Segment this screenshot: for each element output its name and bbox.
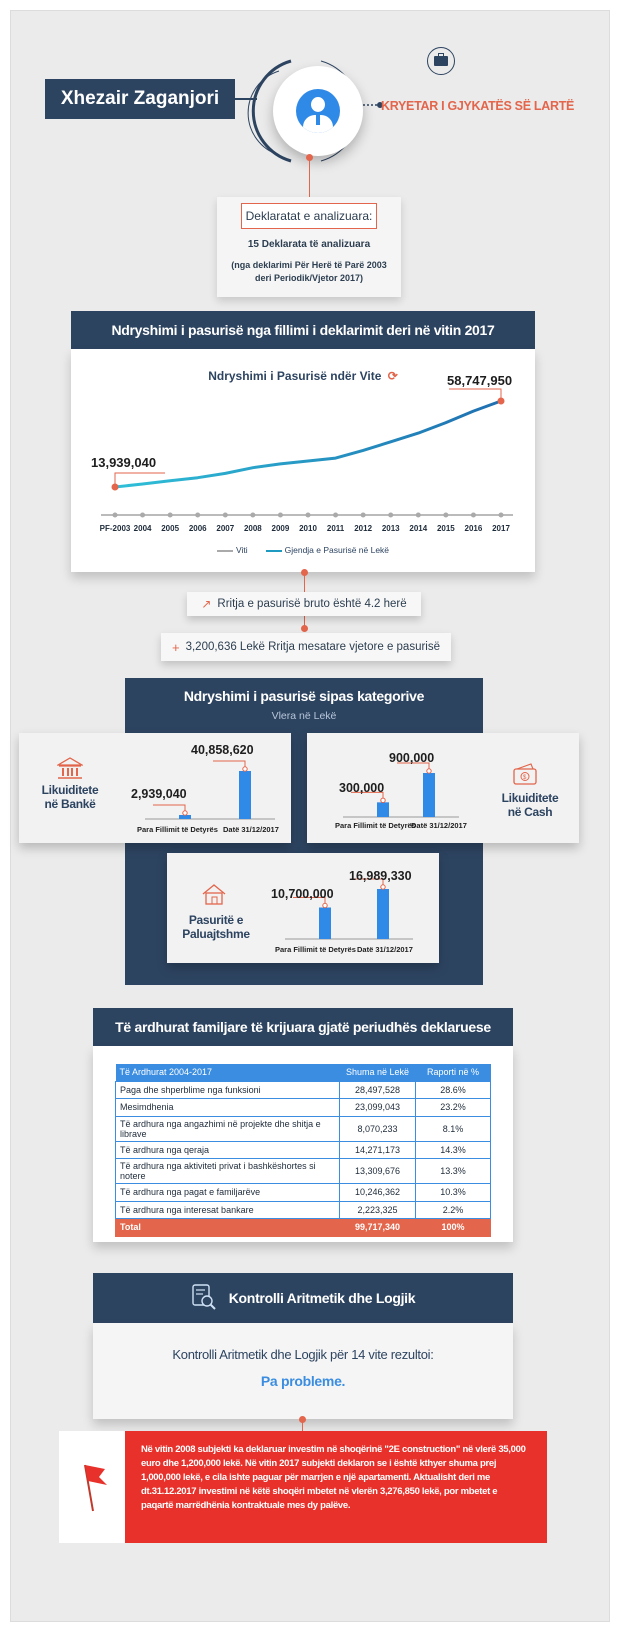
end-point: [498, 398, 505, 405]
bank-after-value: 40,858,620: [191, 743, 254, 757]
income-category: Të ardhura nga pagat e familjarëve: [116, 1184, 340, 1202]
year-tick: [278, 513, 283, 518]
total-ratio: 100%: [416, 1219, 491, 1237]
income-amount: 28,497,528: [340, 1081, 416, 1099]
table-row: [116, 1116, 491, 1141]
income-ratio: 23.2%: [416, 1099, 491, 1117]
declarations-range: (nga deklarimi Për Herë të Parë 2003 deri Periodik/Vjetor 2017): [231, 260, 387, 283]
cash-after-marker: [427, 769, 431, 773]
cash-card: [307, 733, 579, 843]
wealth-series-line: [115, 401, 501, 487]
income-card: [93, 1046, 513, 1242]
control-title: Kontrolli Aritmetik dhe Logjik: [228, 1290, 416, 1306]
cash-after-label: Datë 31/12/2017: [411, 821, 467, 830]
cash-icon: [513, 763, 539, 792]
income-category: Të ardhura nga angazhimi në projekte dhe shitja e librave: [116, 1116, 340, 1141]
table-row: [116, 1081, 491, 1099]
year-tick: [140, 513, 145, 518]
cash-label: Likuiditete në Cash: [501, 791, 559, 819]
categories-title: Ndryshimi i pasurisë sipas kategorive: [183, 688, 425, 704]
income-category: Paga dhe shperblime nga funksioni: [116, 1081, 340, 1099]
bank-before-label: Para Fillimit të Detyrës: [137, 825, 218, 834]
income-table: [115, 1064, 491, 1237]
cash-before-value: 300,000: [339, 781, 385, 795]
income-ratio: 2.2%: [416, 1201, 491, 1219]
control-text: Kontrolli Aritmetik dhe Logjik për 14 vite rezultoi:: [172, 1347, 434, 1362]
cash-after-bar: [423, 773, 435, 817]
chart-legend: [71, 545, 535, 555]
control-card: [93, 1323, 513, 1419]
year-label: 2011: [326, 524, 345, 533]
year-tick: [471, 513, 476, 518]
year-label: 2016: [464, 524, 483, 533]
income-amount: 23,099,043: [340, 1099, 416, 1117]
income-header-row: [116, 1064, 491, 1081]
person-role: KRYETAR I GJYKATËS SË LARTË: [381, 99, 575, 113]
year-label: PF-2003: [99, 524, 131, 533]
start-point: [112, 484, 119, 491]
bank-before-value: 2,939,040: [131, 787, 187, 801]
avatar: [273, 66, 363, 156]
legend-wealth: Gjendja e Pasurisë në Lekë: [266, 545, 389, 555]
refresh-icon: ⟳: [387, 369, 398, 383]
year-label: 2008: [243, 524, 262, 533]
year-tick: [113, 513, 118, 518]
year-tick: [443, 513, 448, 518]
income-amount: 14,271,173: [340, 1141, 416, 1159]
table-row: [116, 1099, 491, 1117]
table-row: [116, 1141, 491, 1159]
income-amount: 10,246,362: [340, 1184, 416, 1202]
year-label: 2013: [381, 524, 400, 533]
property-before-label: Para Fillimit të Detyrës: [275, 945, 356, 954]
year-label: 2006: [188, 524, 207, 533]
infographic-frame: [10, 10, 610, 1622]
income-amount: 8,070,233: [340, 1116, 416, 1141]
bank-before-marker: [183, 811, 187, 815]
year-tick: [416, 513, 421, 518]
property-label: Pasuritë e Paluajtshme: [182, 913, 250, 941]
table-row: [116, 1159, 491, 1184]
declarations-title: Deklaratat e analizuara:: [241, 203, 377, 229]
plus-icon: +: [171, 639, 180, 655]
bank-before-leader: [153, 805, 185, 813]
bank-label: Likuiditete në Bankë: [41, 783, 99, 811]
bank-after-marker: [243, 767, 247, 771]
cash-after-value: 900,000: [389, 751, 435, 765]
user-icon: [296, 89, 340, 133]
col-header-income: Të Ardhurat 2004-2017: [116, 1064, 340, 1081]
declarations-count: 15 Deklarata të analizuara: [247, 239, 371, 250]
legend-year: Viti: [217, 545, 248, 555]
person-name: Xhezair Zaganjori: [45, 79, 235, 119]
year-label: 2012: [354, 524, 373, 533]
income-category: Të ardhura nga aktiviteti privat i bashkëshortes si notere: [116, 1159, 340, 1184]
year-label: 2014: [409, 524, 428, 533]
income-title: Të ardhurat familjare të krijuara gjatë periudhës deklaruese: [93, 1008, 513, 1046]
chart-end-label: 58,747,950: [447, 373, 513, 388]
income-ratio: 14.3%: [416, 1141, 491, 1159]
income-ratio: 8.1%: [416, 1116, 491, 1141]
year-label: 2005: [161, 524, 180, 533]
growth-ratio: ↗ Rritja e pasurisë bruto është 4.2 herë: [187, 592, 421, 616]
chart-start-label: 13,939,040: [91, 455, 157, 470]
cash-before-marker: [381, 798, 385, 802]
year-label: 2009: [271, 524, 290, 533]
cash-before-label: Para Fillimit të Detyrës: [335, 821, 416, 830]
income-category: Të ardhura nga qeraja: [116, 1141, 340, 1159]
svg-text:$: $: [523, 775, 527, 781]
year-tick: [333, 513, 338, 518]
year-label: 2010: [299, 524, 317, 533]
income-ratio: 28.6%: [416, 1081, 491, 1099]
note-text: Në vitin 2008 subjekti ka deklaruar investim në shoqërinë "2E construction" në vlerë 35,000 euro dhe 1,200,000 lekë. Në vitin 2017 subjekti deklaron se i është kthyer shuma prej 1,000,000 lekë, e cila ishte paguar për marrjen e një apartamenti. Aktualisht deri me dt.31.12.2017 investimi në këtë shoqëri mbetet në vlerën 3,276,850 lekë, por mbetet e paqartë marrëdhënia kontraktuale mes dy palëve.: [125, 1431, 547, 1543]
trend-up-icon: ↗: [201, 597, 212, 611]
property-card: [167, 853, 439, 963]
bank-after-leader: [213, 761, 245, 769]
property-after-value: 16,989,330: [349, 869, 412, 883]
end-leader: [449, 389, 501, 401]
bank-after-bar: [239, 771, 251, 819]
note-box: [59, 1431, 547, 1543]
table-row: [116, 1184, 491, 1202]
year-tick: [388, 513, 393, 518]
col-header-ratio: Raporti në %: [416, 1064, 491, 1081]
income-category: Mesimdhenia: [116, 1099, 340, 1117]
income-ratio: 10.3%: [416, 1184, 491, 1202]
year-tick: [195, 513, 200, 518]
chart-title: Ndryshimi i Pasurisë ndër Vite: [208, 369, 382, 383]
property-before-bar: [319, 908, 331, 939]
declarations-box: [217, 197, 401, 297]
bank-card: [19, 733, 291, 843]
document-search-icon: [191, 1283, 217, 1314]
year-label: 2017: [492, 524, 510, 533]
total-row: [116, 1219, 491, 1237]
year-tick: [306, 513, 311, 518]
year-tick: [223, 513, 228, 518]
year-label: 2004: [133, 524, 152, 533]
col-header-amount: Shuma në Lekë: [340, 1064, 416, 1081]
property-before-marker: [323, 903, 327, 907]
control-header: [93, 1273, 513, 1323]
income-amount: 13,309,676: [340, 1159, 416, 1184]
wealth-change-title: Ndryshimi i pasurisë nga fillimi i deklarimit deri në vitin 2017: [71, 311, 535, 349]
table-row: [116, 1201, 491, 1219]
year-tick: [168, 513, 173, 518]
cash-before-bar: [377, 802, 389, 817]
year-tick: [499, 513, 504, 518]
property-after-marker: [381, 885, 385, 889]
year-tick: [250, 513, 255, 518]
total-label: Total: [116, 1219, 340, 1237]
bank-after-label: Datë 31/12/2017: [223, 825, 279, 834]
categories-subtitle: Vlera në Lekë: [271, 710, 337, 722]
income-ratio: 13.3%: [416, 1159, 491, 1184]
growth-annual: + 3,200,636 Lekë Rritja mesatare vjetore e pasurisë: [161, 633, 451, 661]
property-after-bar: [377, 889, 389, 939]
wealth-chart-card: [71, 349, 535, 572]
income-category: Të ardhura nga interesat bankare: [116, 1201, 340, 1219]
income-amount: 2,223,325: [340, 1201, 416, 1219]
year-label: 2007: [216, 524, 235, 533]
flag-icon: [59, 1431, 125, 1543]
wealth-line-chart: [71, 349, 535, 572]
year-tick: [361, 513, 366, 518]
control-result: Pa probleme.: [260, 1373, 346, 1389]
property-after-label: Datë 31/12/2017: [357, 945, 413, 954]
briefcase-icon: [427, 47, 455, 75]
property-before-value: 10,700,000: [271, 887, 334, 901]
year-label: 2015: [436, 524, 455, 533]
total-amount: 99,717,340: [340, 1219, 416, 1237]
